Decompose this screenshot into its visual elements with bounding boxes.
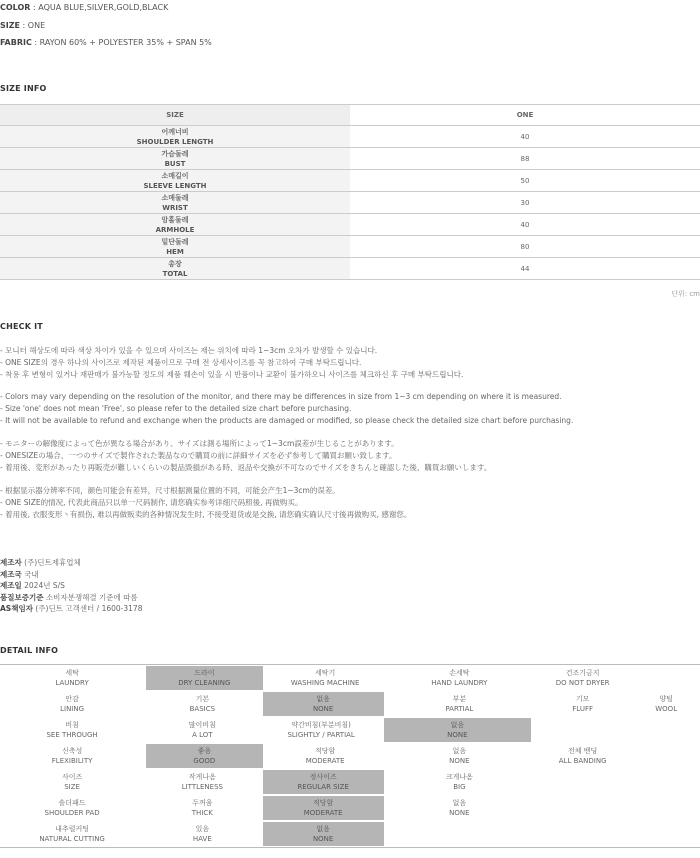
detail-label-en: HAVE	[192, 835, 212, 843]
detail-option	[632, 769, 700, 795]
detail-option	[632, 691, 700, 717]
detail-label-en: NONE	[312, 835, 334, 843]
maker-line	[0, 592, 142, 604]
maker-value: 2024년 S/S	[24, 581, 65, 591]
detail-category	[0, 769, 144, 795]
size-row-value: 40	[350, 214, 700, 236]
detail-option	[386, 769, 533, 795]
detail-option	[265, 665, 386, 691]
detail-option	[261, 717, 382, 743]
detail-label-en: SEE THROUGH	[46, 731, 98, 739]
detail-option	[632, 743, 700, 769]
size-row-label	[0, 192, 350, 214]
size-row	[0, 236, 700, 258]
check-line: - It will not be available to refund and exchange when the products are damaged or modified, so please check the detailed size chart before purchasing.	[0, 415, 574, 425]
detail-label-kr: 정사이즈	[309, 772, 337, 781]
check-line: - ONE SIZE的情况, 代表此商品只以单一尺码制作, 请您确实参考详细尺码照後, 再做购买。	[0, 497, 303, 507]
size-row	[0, 258, 700, 280]
detail-option	[144, 821, 260, 847]
detail-label-en: DRY CLEANING	[178, 679, 231, 687]
detail-option	[386, 691, 533, 717]
maker-value: (주)딘트 고객센터 / 1600-3178	[35, 604, 143, 614]
size-label-kr: 가슴둘레	[161, 149, 189, 158]
detail-option-selected	[263, 692, 384, 716]
maker-info	[0, 557, 142, 615]
detail-option	[144, 769, 260, 795]
detail-option-selected	[263, 796, 384, 820]
detail-category	[0, 795, 144, 821]
maker-value: 국내	[24, 569, 39, 579]
detail-label-en: FLEXIBILITY	[51, 757, 93, 765]
detail-option	[533, 769, 632, 795]
info-size: SIZE : ONE	[0, 21, 46, 30]
detail-label-en: A LOT	[192, 731, 213, 739]
maker-line	[0, 603, 142, 615]
detail-label-en: SIZE	[64, 783, 80, 791]
check-group-chinese	[0, 485, 411, 520]
detail-option	[144, 795, 260, 821]
detail-label-kr: 없음	[316, 694, 330, 703]
size-label-kr: 어깨너비	[161, 127, 189, 136]
detail-label-kr: 신축성	[61, 746, 83, 755]
detail-label-en: FLUFF	[572, 705, 594, 713]
detail-option	[386, 795, 533, 821]
size-table-header	[0, 105, 700, 126]
detail-label-en: WOOL	[655, 705, 678, 713]
detail-category	[0, 665, 144, 691]
size-row-label	[0, 258, 350, 280]
detail-label-kr: 내추럴커팅	[55, 824, 89, 833]
size-label-en: WRIST	[162, 203, 188, 212]
detail-label-kr: 비침	[65, 720, 79, 729]
maker-value: 소비자분쟁해결 기준에 따름	[45, 592, 138, 602]
detail-label-en: SHOULDER PAD	[44, 809, 100, 817]
detail-option	[632, 795, 700, 821]
detail-label-en: LINING	[60, 705, 85, 713]
detail-label-en: NONE	[449, 757, 470, 765]
detail-grid	[0, 664, 700, 848]
detail-label-en: MODERATE	[303, 809, 343, 817]
detail-label-kr: 없음	[452, 746, 467, 755]
detail-label-kr: 두꺼움	[192, 798, 213, 807]
detail-row	[0, 795, 700, 821]
size-row	[0, 170, 700, 192]
detail-row	[0, 821, 700, 847]
info-value: ONE	[27, 21, 46, 30]
size-label-en: BUST	[164, 159, 186, 168]
check-line: - 着用後、変形があったり再販売が難しいくらいの製品毀損がある時、返品や交換が不可なのでサイズをきちんと確認した後、購買お願いします。	[0, 462, 492, 472]
detail-row	[0, 691, 700, 717]
size-label-en: SHOULDER LENGTH	[136, 137, 214, 146]
detail-label-kr: 세탁	[65, 668, 79, 677]
size-row-label	[0, 126, 350, 148]
info-key: COLOR	[0, 3, 31, 12]
size-label-kr: 총장	[168, 259, 182, 268]
detail-label-kr: 기본	[195, 694, 210, 703]
size-row-value: 88	[350, 148, 700, 170]
size-row-label	[0, 148, 350, 170]
info-color: COLOR : AQUA BLUE,SILVER,GOLD,BLACK	[0, 3, 169, 12]
detail-label-kr: 드라이	[194, 668, 215, 677]
detail-option	[265, 743, 386, 769]
check-line: - 모니터 해상도에 따라 색상 차이가 있을 수 있으며 사이즈는 재는 위치에 따라 1~3cm 오차가 발생할 수 있습니다.	[0, 346, 378, 355]
detail-label-en: BIG	[453, 783, 466, 791]
detail-category	[0, 743, 144, 769]
maker-key: AS책임자	[0, 604, 33, 614]
detail-option	[632, 665, 700, 691]
maker-line	[0, 557, 142, 569]
check-line: - ONESIZEの場合、一つのサイズで製作された製品なので購買の前に詳細サイズを必ず参考して購買お願い致します。	[0, 450, 397, 460]
detail-label-kr: 건조기금지	[565, 668, 600, 677]
detail-label-en: NONE	[449, 809, 470, 817]
detail-option-selected	[263, 822, 384, 846]
maker-key: 품질보증기준	[0, 592, 44, 602]
check-line: - 根据显示器分辨率不同，颜色可能会有差异，尺寸根据测量位置的不同，可能会产生1~3cm的误差。	[0, 486, 340, 495]
detail-label-kr: 사이즈	[61, 772, 83, 781]
detail-category	[0, 821, 144, 847]
detail-label-en: LITTLENESS	[181, 783, 223, 791]
detail-option	[144, 691, 260, 717]
size-row-value: 80	[350, 236, 700, 258]
detail-row	[0, 665, 700, 691]
size-info-title: SIZE INFO	[0, 84, 47, 93]
detail-label-en: NATURAL CUTTING	[39, 835, 105, 843]
check-line: - モニターの解像度によって色が異なる場合があり、サイズは測る場所によって1~3cm誤差が生じることがあります。	[0, 439, 399, 448]
check-group-english	[0, 391, 573, 426]
size-row	[0, 192, 700, 214]
maker-line	[0, 580, 142, 592]
size-row	[0, 148, 700, 170]
detail-label-en: NONE	[312, 705, 334, 713]
detail-category	[0, 691, 144, 717]
detail-label-en: LAUNDRY	[55, 679, 89, 687]
size-row-label	[0, 170, 350, 192]
detail-label-kr: 없음	[452, 798, 467, 807]
size-row-value: 30	[350, 192, 700, 214]
detail-label-en: GOOD	[193, 757, 216, 765]
detail-option	[533, 795, 632, 821]
detail-label-kr: 손세탁	[449, 668, 470, 677]
info-fabric: FABRIC : RAYON 60% + POLYESTER 35% + SPAN 5%	[0, 38, 212, 47]
size-label-kr: 밑단둘레	[161, 237, 189, 246]
detail-row	[0, 717, 700, 743]
size-row	[0, 126, 700, 148]
detail-label-kr: 안감	[65, 694, 79, 703]
detail-label-kr: 숄더패드	[58, 798, 86, 807]
detail-label-kr: 크게나옴	[445, 772, 473, 781]
detail-label-kr: 약간비침(부분비침)	[291, 720, 351, 729]
size-table	[0, 104, 700, 280]
maker-key: 제조일	[0, 581, 22, 591]
size-row-value: 50	[350, 170, 700, 192]
detail-label-en: PARTIAL	[445, 705, 474, 713]
size-row-label	[0, 214, 350, 236]
size-unit: 단위: cm	[671, 290, 700, 298]
size-row-value: 44	[350, 258, 700, 280]
detail-info-title: DETAIL INFO	[0, 646, 59, 655]
detail-option	[533, 821, 632, 847]
check-line: - ONE SIZE의 경우 하나의 사이즈로 제작된 제품이므로 구매 전 상세사이즈를 꼭 참고하여 구매 부탁드립니다.	[0, 357, 362, 367]
detail-label-kr: 없음	[450, 720, 465, 729]
detail-label-en: THICK	[191, 809, 213, 817]
maker-line	[0, 569, 142, 581]
detail-option-selected	[263, 770, 384, 794]
detail-label-en: HAND LAUNDRY	[431, 679, 488, 687]
size-row-label	[0, 236, 350, 258]
detail-label-kr: 없음	[316, 824, 330, 833]
size-label-en: ARMHOLE	[155, 225, 195, 234]
detail-label-en: NONE	[447, 731, 468, 739]
detail-option	[533, 665, 632, 691]
detail-label-en: MODERATE	[305, 757, 345, 765]
size-header-label: SIZE	[0, 105, 350, 126]
detail-row	[0, 743, 700, 769]
detail-option	[386, 821, 533, 847]
info-key: FABRIC	[0, 38, 32, 47]
detail-option	[533, 691, 632, 717]
detail-option-selected	[384, 718, 531, 742]
detail-label-kr: 적당함	[315, 746, 336, 755]
maker-value: (주)딘트제휴업체	[24, 558, 81, 567]
detail-label-en: DO NOT DRYER	[555, 679, 610, 687]
detail-category	[0, 717, 144, 743]
detail-label-kr: 있음	[195, 824, 210, 833]
check-group-korean	[0, 345, 463, 380]
info-value: RAYON 60% + POLYESTER 35% + SPAN 5%	[39, 38, 212, 47]
size-label-kr: 소매길이	[161, 171, 189, 180]
detail-option	[144, 717, 260, 743]
detail-option	[386, 665, 533, 691]
detail-option-selected	[146, 744, 262, 768]
size-label-en: TOTAL	[162, 269, 188, 278]
detail-label-en: WASHING MACHINE	[290, 679, 360, 687]
check-it-title: CHECK IT	[0, 322, 43, 331]
detail-label-kr: 양털	[659, 694, 673, 703]
check-line: - 着用後, 衣服变形丶有损伤, 难以再做贩卖的各种情况发生时, 不接受退货或是交换, 请您确实确认尺寸後再做购买, 感谢您。	[0, 509, 412, 519]
detail-label-kr: 작게나옴	[188, 772, 216, 781]
detail-label-kr: 부분	[452, 694, 467, 703]
detail-label-en: ALL BANDING	[558, 757, 607, 765]
size-row	[0, 214, 700, 236]
detail-option	[533, 743, 632, 769]
size-header-value: ONE	[350, 105, 700, 126]
check-line: - Colors may vary depending on the resolution of the monitor, and there may be differences in size from 1~3 cm depending on where it is measured.	[0, 392, 562, 401]
size-label-en: SLEEVE LENGTH	[143, 181, 207, 190]
check-line: - 착용 후 변형이 있거나 재판매가 불가능할 정도의 제품 훼손이 있을 시 반품이나 교환이 불가하오니 사이즈를 체크하신 후 구매 부탁드립니다.	[0, 369, 464, 379]
check-group-japanese	[0, 438, 491, 473]
detail-row	[0, 769, 700, 795]
size-label-en: HEM	[166, 247, 184, 256]
detail-label-kr: 많이비침	[188, 720, 216, 729]
detail-label-kr: 좋음	[197, 746, 212, 755]
detail-label-kr: 전체 밴딩	[568, 746, 598, 755]
detail-label-en: SLIGHTLY / PARTIAL	[287, 731, 355, 739]
detail-option	[386, 743, 533, 769]
detail-option	[533, 717, 632, 743]
info-value: AQUA BLUE,SILVER,GOLD,BLACK	[38, 3, 169, 12]
detail-label-kr: 적당함	[313, 798, 334, 807]
size-label-kr: 소매둘레	[161, 193, 189, 202]
size-row-value: 40	[350, 126, 700, 148]
maker-key: 제조자	[0, 558, 22, 567]
detail-option	[632, 821, 700, 847]
detail-label-kr: 세탁기	[315, 668, 336, 677]
maker-key: 제조국	[0, 569, 22, 579]
info-key: SIZE	[0, 21, 21, 30]
size-label-kr: 암홀둘레	[161, 215, 189, 224]
detail-label-en: BASICS	[189, 705, 216, 713]
detail-option-selected	[146, 666, 262, 690]
check-line: - Size 'one' does not mean 'Free', so please refer to the detailed size chart before purchasing.	[0, 403, 352, 413]
detail-option	[632, 717, 700, 743]
detail-label-en: REGULAR SIZE	[297, 783, 349, 791]
detail-label-kr: 기모	[575, 694, 590, 703]
